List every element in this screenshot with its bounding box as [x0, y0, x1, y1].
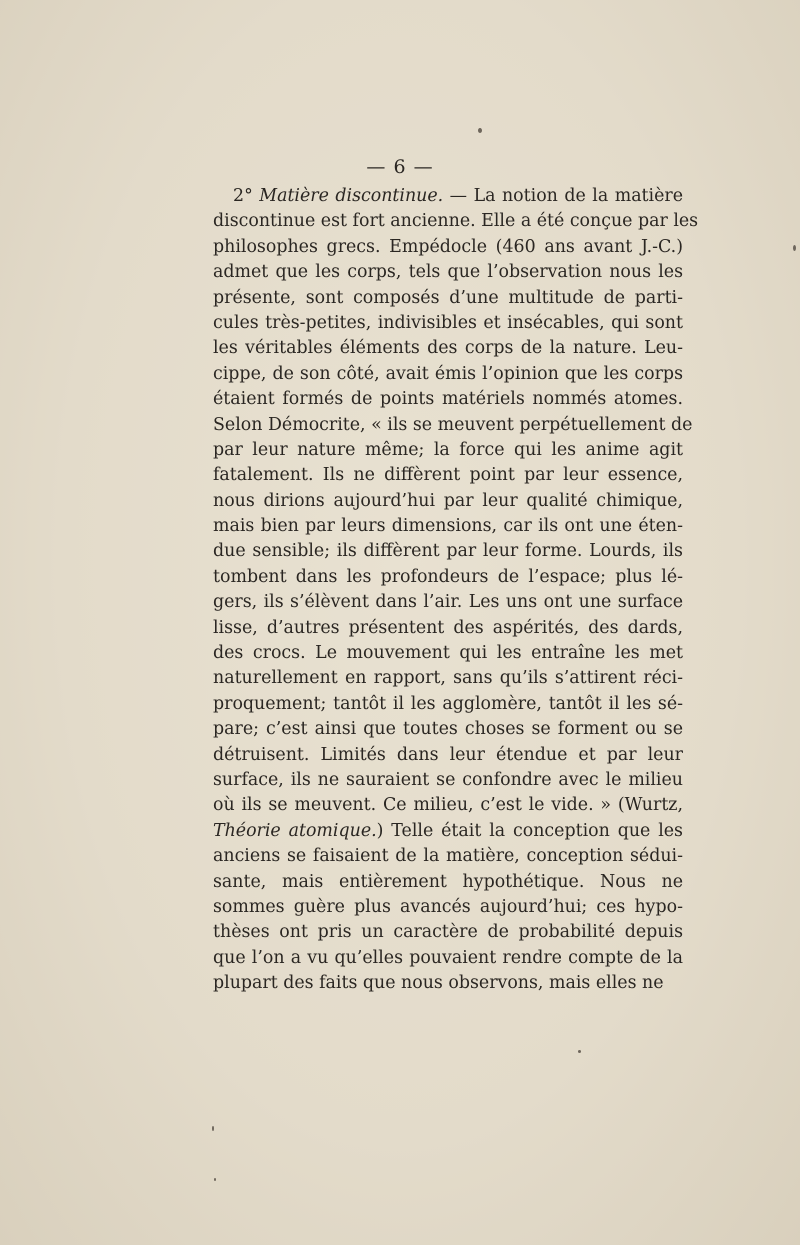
text-line	[213, 463, 683, 488]
text-line	[213, 387, 683, 412]
text-line	[213, 565, 683, 590]
paper-speck	[214, 1178, 216, 1181]
text-line	[213, 286, 683, 311]
line-text: thèses ont pris un caractère de probabilité depuis	[213, 922, 683, 943]
line-text: — La notion de la matière	[443, 186, 684, 206]
line-text: par leur nature même; la force qui les anime agit	[213, 439, 683, 460]
line-text: proquement; tantôt il les agglomère, tantôt il les sé-	[213, 693, 683, 714]
text-line	[213, 590, 683, 615]
text-line	[213, 793, 683, 818]
text-line	[213, 717, 683, 742]
text-line	[213, 260, 683, 285]
line-text: pare; c’est ainsi que toutes choses se forment ou se	[213, 719, 683, 740]
line-text: nous dirions aujourd’hui par leur qualité chimique,	[213, 490, 683, 511]
line-text: sommes guère plus avancés aujourd’hui; ces hypo-	[213, 896, 683, 917]
paper-speck	[578, 1050, 581, 1053]
line-text: Selon Démocrite, « ils se meuvent perpétuellement de	[213, 414, 693, 435]
text-line	[213, 666, 683, 691]
italic-text: Matière discontinue.	[259, 186, 444, 206]
line-text: plupart des faits que nous observons, mais elles ne	[213, 973, 664, 994]
text-line	[213, 413, 693, 438]
line-text: étaient formés de points matériels nommés atomes.	[213, 389, 683, 410]
line-text: des crocs. Le mouvement qui les entraîne les met	[213, 643, 683, 664]
line-text: tombent dans les profondeurs de l’espace; plus lé-	[213, 566, 683, 587]
paper-speck	[478, 128, 482, 133]
paper-speck	[793, 245, 796, 251]
text-line	[213, 946, 683, 971]
text-line	[213, 539, 683, 564]
text-line	[213, 489, 683, 514]
line-text: philosophes grecs. Empédocle (460 ans avant J.-C.)	[213, 236, 683, 257]
line-text: sante, mais entièrement hypothétique. Nous ne	[213, 871, 683, 892]
text-line	[213, 438, 683, 463]
line-text: fatalement. Ils ne diffèrent point par leur essence,	[213, 465, 683, 486]
text-line	[213, 209, 699, 234]
line-text: surface, ils ne sauraient se confondre avec le milieu	[213, 769, 683, 790]
text-line	[213, 311, 683, 336]
text-line	[213, 235, 683, 260]
page-number: — 6 —	[366, 156, 434, 178]
text-line	[213, 768, 683, 793]
line-text: discontinue est fort ancienne. Elle a été conçue par les	[213, 211, 699, 232]
text-line	[213, 743, 683, 768]
text-line	[213, 895, 683, 920]
line-text: les véritables éléments des corps de la nature. Leu-	[213, 338, 683, 359]
text-line	[213, 819, 683, 844]
line-text: ) Telle était la conception que les	[376, 820, 683, 841]
text-line	[213, 692, 683, 717]
italic-text: Théorie atomique.	[213, 820, 377, 841]
line-text: anciens se faisaient de la matière, conception sédui-	[213, 846, 683, 867]
line-text: détruisent. Limités dans leur étendue et par leur	[213, 744, 683, 765]
text-line	[213, 971, 683, 996]
line-text: lisse, d’autres présentent des aspérités, des dards,	[213, 617, 683, 638]
line-text: présente, sont composés d’une multitude de parti-	[213, 287, 683, 308]
line-text: naturellement en rapport, sans qu’ils s’attirent réci-	[213, 668, 683, 689]
line-text: que l’on a vu qu’elles pouvaient rendre compte de la	[213, 947, 683, 968]
text-line	[213, 336, 683, 361]
text-line	[213, 844, 683, 869]
line-text: cippe, de son côté, avait émis l’opinion que les corps	[213, 363, 683, 384]
text-line	[213, 870, 683, 895]
text-line	[213, 616, 683, 641]
line-text: 2°	[233, 186, 260, 206]
line-text: où ils se meuvent. Ce milieu, c’est le vide. » (Wurtz,	[213, 795, 683, 816]
body-text	[213, 184, 699, 997]
line-text: cules très-petites, indivisibles et insécables, qui sont	[213, 312, 683, 333]
text-line	[213, 362, 683, 387]
line-text: admet que les corps, tels que l’observation nous les	[213, 262, 683, 283]
line-text: mais bien par leurs dimensions, car ils ont une éten-	[213, 516, 683, 537]
text-line	[213, 920, 683, 945]
text-line	[213, 514, 683, 539]
line-text: gers, ils s’élèvent dans l’air. Les uns ont une surface	[213, 592, 683, 613]
text-line	[213, 184, 683, 209]
line-text: due sensible; ils diffèrent par leur forme. Lourds, ils	[213, 541, 683, 562]
paper-speck	[212, 1126, 214, 1131]
text-line	[213, 641, 683, 666]
